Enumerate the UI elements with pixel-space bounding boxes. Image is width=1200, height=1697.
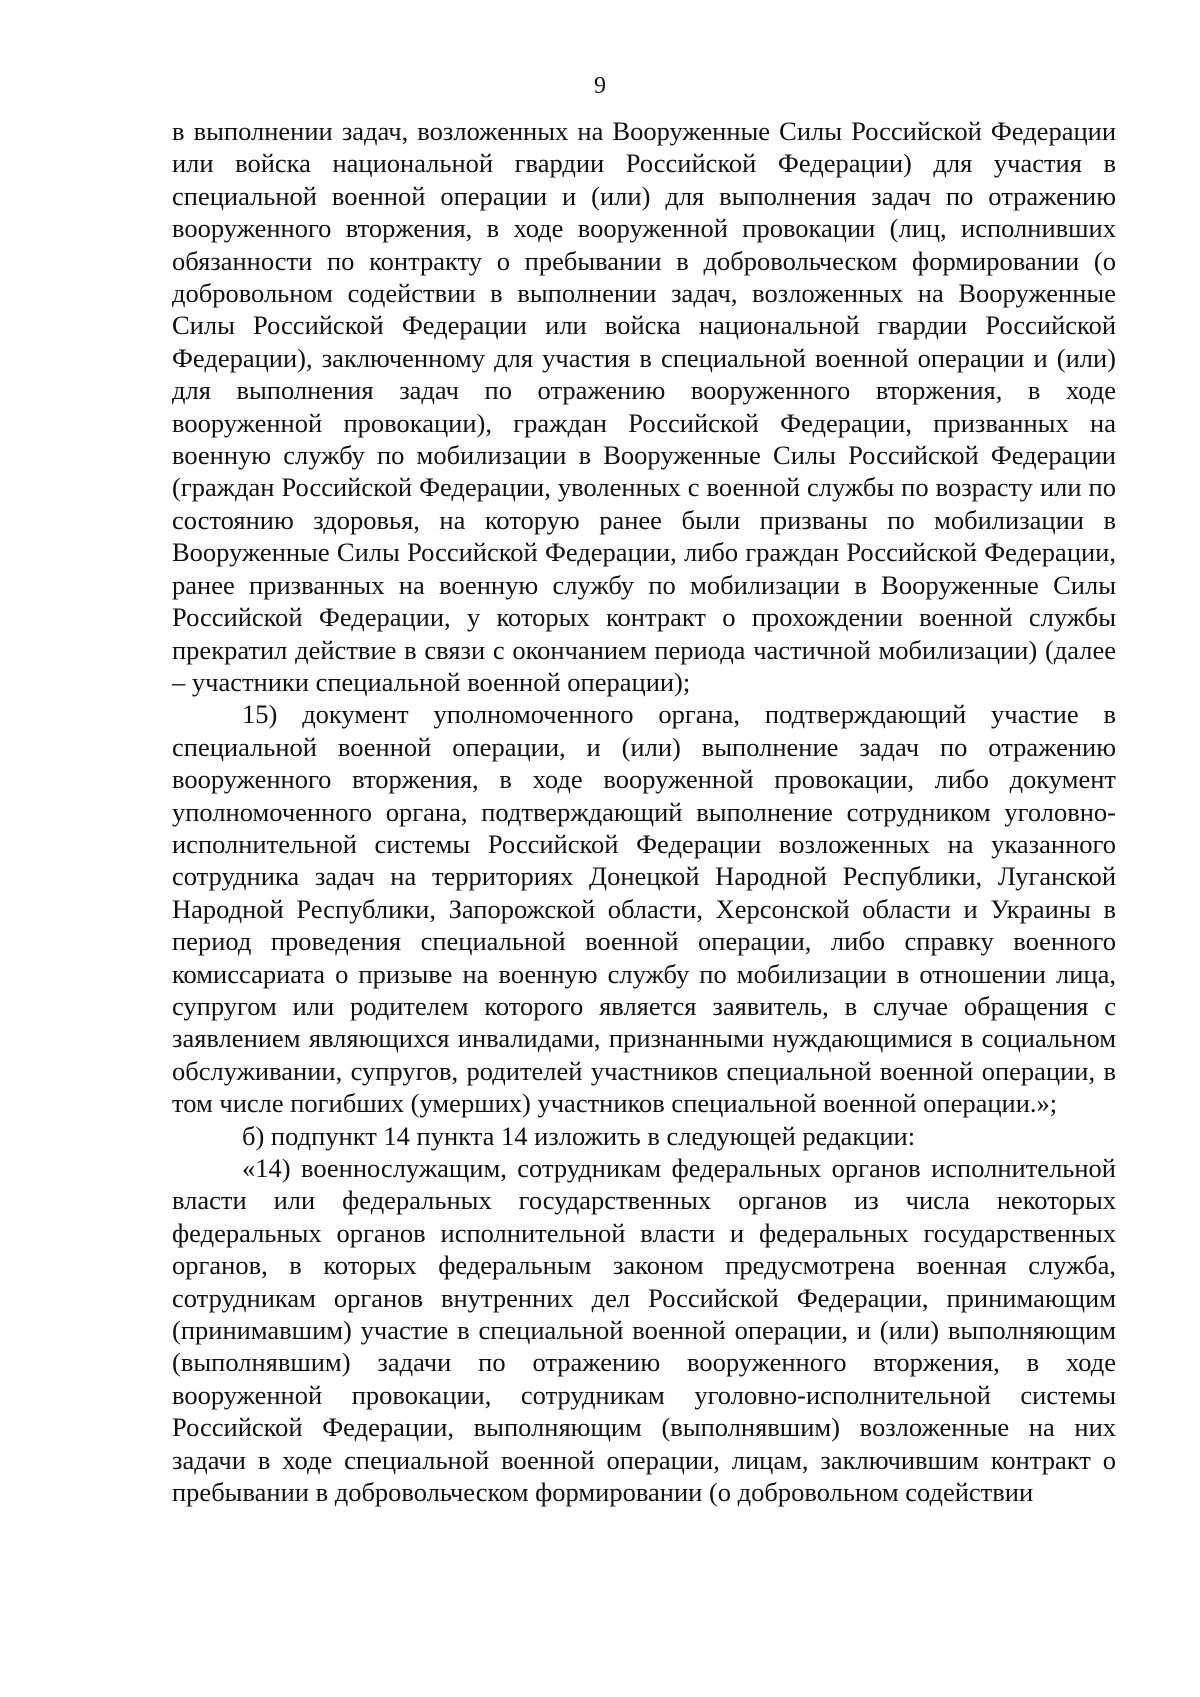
paragraph-subitem-b: б) подпункт 14 пункта 14 изложить в следующей редакции: xyxy=(242,1120,916,1151)
paragraph-item-14-new: «14) военнослужащим, сотрудникам федеральных органов исполнительной власти или федеральных государственных органов из числа некоторых федеральных органов исполнительной власти и федеральных государственных органов, в которых федеральным законом предусмотрена военная служба, сотрудникам органов внутренних дел Российской Федерации, принимающим (принимавшим) участие в специальной военной операции, и (или) выполняющим (выполнявшим) задачи по отражению вооруженного вторжения, в ходе вооруженной провокации, сотрудникам уголовно-исполнительной системы Российской Федерации, выполняющим (выполнявшим) возложенные на них задачи в ходе специальной военной операции, лицам, заключившим контракт о пребывании в добровольческом формировании (о добровольном содействии xyxy=(172,1153,1116,1508)
document-body xyxy=(172,115,1116,1508)
paragraph-continuation: в выполнении задач, возложенных на Вооруженные Силы Российской Федерации или войска национальной гвардии Российской Федерации) для участия в специальной военной операции и (или) для выполнения задач по отражению вооруженного вторжения, в ходе вооруженной провокации (лиц, исполнивших обязанности по контракту о пребывании в добровольческом формировании (о добровольном содействии в выполнении задач, возложенных на Вооруженные Силы Российской Федерации или войска национальной гвардии Российской Федерации), заключенному для участия в специальной военной операции и (или) для выполнения задач по отражению вооруженного вторжения, в ходе вооруженной провокации), граждан Российской Федерации, призванных на военную службу по мобилизации в Вооруженные Силы Российской Федерации (граждан Российской Федерации, уволенных с военной службы по возрасту или по состоянию здоровья, на которую ранее были призваны по мобилизации в Вооруженные Силы Российской Федерации, либо граждан Российской Федерации, ранее призванных на военную службу по мобилизации в Вооруженные Силы Российской Федерации, у которых контракт о прохождении военной службы прекратил действие в связи с окончанием периода частичной мобилизации) (далее – участники специальной военной операции); xyxy=(172,116,1116,697)
paragraph-item-15: 15) документ уполномоченного органа, подтверждающий участие в специальной военной операции, и (или) выполнение задач по отражению вооруженного вторжения, в ходе вооруженной провокации, либо документ уполномоченного органа, подтверждающий выполнение сотрудником уголовно-исполнительной системы Российской Федерации возложенных на указанного сотрудника задач на территориях Донецкой Народной Республики, Луганской Народной Республики, Запорожской области, Херсонской области и Украины в период проведения специальной военной операции, либо справку военного комиссариата о призыве на военную службу по мобилизации в отношении лица, супругом или родителем которого является заявитель, в случае обращения с заявлением являющихся инвалидами, признанными нуждающимися в социальном обслуживании, супругов, родителей участников специальной военной операции, в том числе погибших (умерших) участников специальной военной операции.»; xyxy=(172,699,1116,1119)
page-number: 9 xyxy=(594,73,606,99)
